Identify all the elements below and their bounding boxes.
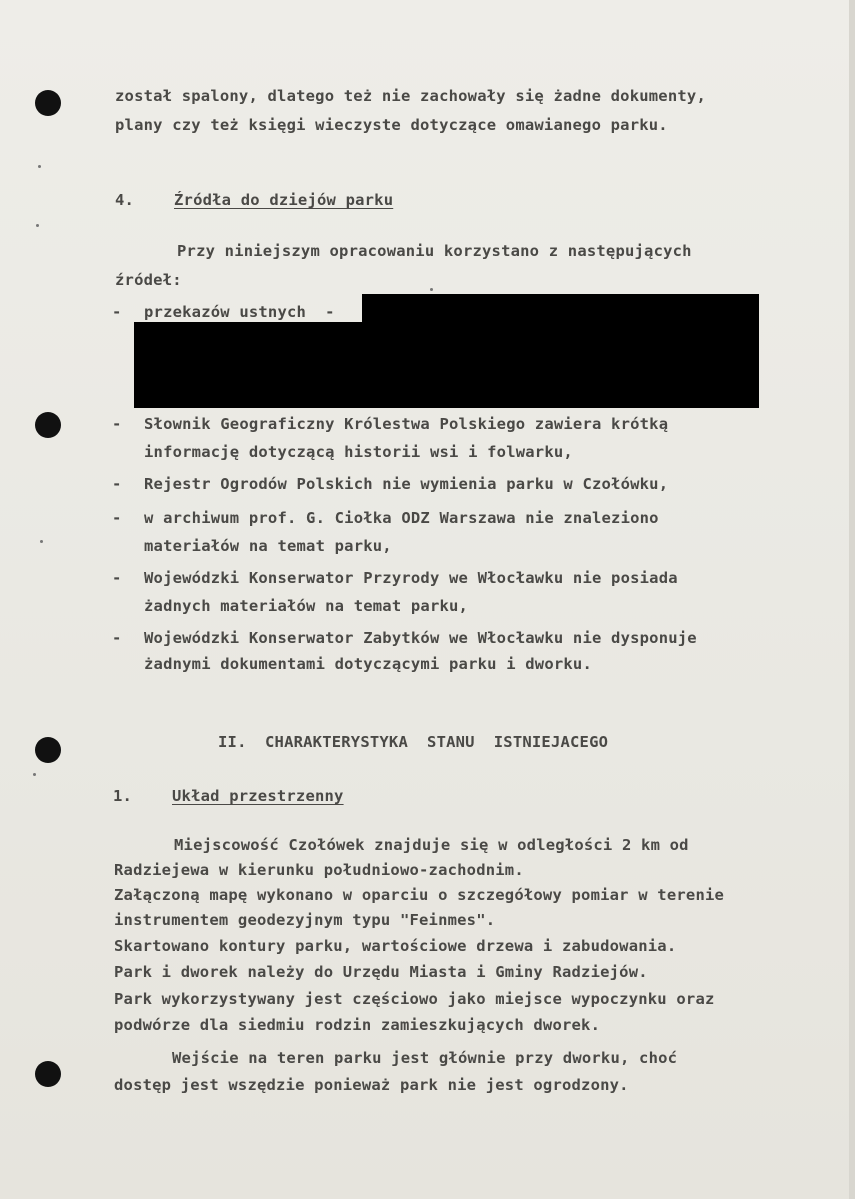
list-item-text: Wojewódzki Konserwator Zabytków we Włocławku nie dysponuje xyxy=(144,629,697,647)
speck xyxy=(36,224,39,227)
text-line: dostęp jest wszędzie ponieważ park nie jest ogrodzony. xyxy=(114,1076,629,1094)
list-item-text: żadnych materiałów na temat parku, xyxy=(144,597,469,615)
speck xyxy=(40,540,43,543)
list-bullet: - xyxy=(112,415,122,433)
list-item-text: żadnymi dokumentami dotyczącymi parku i dworku. xyxy=(144,655,592,673)
list-item-text: Rejestr Ogrodów Polskich nie wymienia parku w Czołówku, xyxy=(144,475,669,493)
list-bullet: - xyxy=(112,629,122,647)
text-line: Skartowano kontury parku, wartościowe drzewa i zabudowania. xyxy=(114,937,677,955)
text-line: Miejscowość Czołówek znajduje się w odległości 2 km od xyxy=(174,836,689,854)
text-line: Załączoną mapę wykonano w oparciu o szczegółowy pomiar w terenie xyxy=(114,886,725,904)
text-line: instrumentem geodezyjnym typu "Feinmes". xyxy=(114,911,496,929)
list-item-text: Wojewódzki Konserwator Przyrody we Włocławku nie posiada xyxy=(144,569,678,587)
punch-hole xyxy=(35,412,61,438)
punch-hole xyxy=(35,1061,61,1087)
chapter-title: CHARAKTERYSTYKA STANU ISTNIEJACEGO xyxy=(265,733,609,751)
section-title: Układ przestrzenny xyxy=(172,787,344,805)
list-bullet: - xyxy=(112,509,122,527)
list-bullet: - xyxy=(112,475,122,493)
text-line: plany czy też księgi wieczyste dotyczące omawianego parku. xyxy=(115,116,668,134)
redaction-block xyxy=(362,294,759,324)
list-bullet: - xyxy=(112,569,122,587)
punch-hole xyxy=(35,737,61,763)
speck xyxy=(38,165,41,168)
text-line: Wejście na teren parku jest głównie przy dworku, choć xyxy=(172,1049,678,1067)
section-number: 1. xyxy=(113,787,133,805)
text-line: podwórze dla siedmiu rodzin zamieszkujących dworek. xyxy=(114,1016,601,1034)
section-number: 4. xyxy=(115,191,135,209)
list-item-text: w archiwum prof. G. Ciołka ODZ Warszawa nie znaleziono xyxy=(144,509,659,527)
text-line: Park i dworek należy do Urzędu Miasta i Gminy Radziejów. xyxy=(114,963,648,981)
list-item-text: przekazów ustnych - xyxy=(144,303,335,321)
text-line: został spalony, dlatego też nie zachowały się żadne dokumenty, xyxy=(115,87,706,105)
list-item-text: informację dotyczącą historii wsi i folwarku, xyxy=(144,443,573,461)
list-bullet: - xyxy=(112,303,122,321)
punch-hole xyxy=(35,90,61,116)
list-item-text: materiałów na temat parku, xyxy=(144,537,392,555)
text-line: źródeł: xyxy=(115,271,182,289)
list-item-text: Słownik Geograficzny Królestwa Polskiego zawiera krótką xyxy=(144,415,669,433)
section-title: Źródła do dziejów parku xyxy=(174,191,394,209)
page-edge xyxy=(849,0,855,1199)
speck xyxy=(33,773,36,776)
text-line: Przy niniejszym opracowaniu korzystano z następujących xyxy=(177,242,692,260)
speck xyxy=(430,288,433,291)
redaction-block xyxy=(134,322,759,408)
text-line: Radziejewa w kierunku południowo-zachodnim. xyxy=(114,861,524,879)
text-line: Park wykorzystywany jest częściowo jako miejsce wypoczynku oraz xyxy=(114,990,715,1008)
chapter-numeral: II. xyxy=(218,733,247,751)
